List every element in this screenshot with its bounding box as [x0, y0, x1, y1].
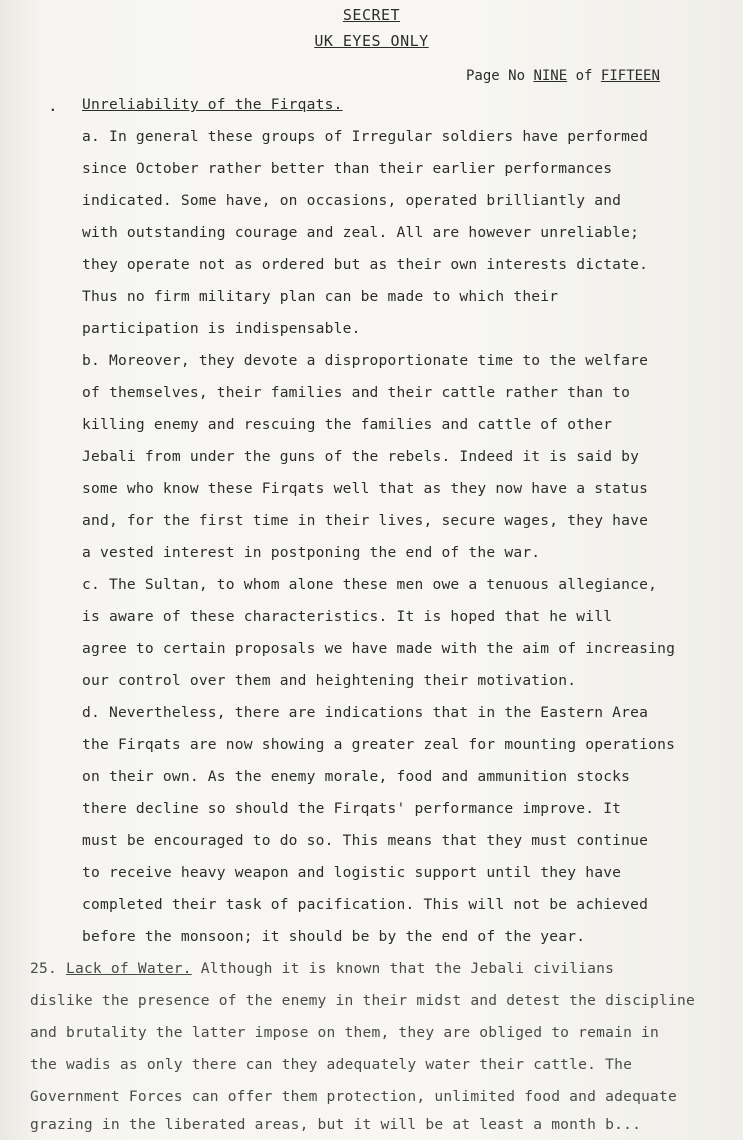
body-line: Thus no firm military plan can be made to which their: [82, 288, 559, 305]
section-title: [82, 96, 343, 113]
body-line: with outstanding courage and zeal. All are however unreliable;: [82, 224, 640, 241]
body-line: c. The Sultan, to whom alone these men owe a tenuous allegiance,: [82, 576, 658, 593]
section-25-number: 25.: [30, 960, 57, 977]
body-line: of themselves, their families and their cattle rather than to: [82, 384, 631, 401]
body-line: a vested interest in postponing the end of the war.: [82, 544, 541, 561]
page-of: of: [575, 68, 593, 84]
body-line: indicated. Some have, on occasions, operated brilliantly and: [82, 192, 622, 209]
section-number: .: [48, 96, 58, 115]
page-total: FIFTEEN: [600, 68, 660, 84]
body-line: Government Forces can offer them protection, unlimited food and adequate: [30, 1088, 678, 1105]
body-line: since October rather better than their earlier performances: [82, 160, 613, 177]
body-line: and, for the first time in their lives, secure wages, they have: [82, 512, 649, 529]
page-prefix: Page No: [466, 68, 526, 84]
section-25-title: Lack of Water.: [65, 960, 192, 977]
body-line: must be encouraged to do so. This means that they must continue: [82, 832, 649, 849]
section-25-first-line: Although it is known that the Jebali civilians: [200, 960, 615, 977]
body-line: on their own. As the enemy morale, food and ammunition stocks: [82, 768, 631, 785]
body-line: completed their task of pacification. This will not be achieved: [82, 896, 649, 913]
body-line: a. In general these groups of Irregular soldiers have performed: [82, 128, 649, 145]
body-line: to receive heavy weapon and logistic support until they have: [82, 864, 622, 881]
body-line: grazing in the liberated areas, but it will be at least a month b...: [30, 1116, 642, 1133]
body-line: before the monsoon; it should be by the end of the year.: [82, 928, 586, 945]
body-line: the wadis as only there can they adequately water their cattle. The: [30, 1056, 633, 1073]
body-line: participation is indispensable.: [82, 320, 361, 337]
section-25-heading: [30, 960, 614, 977]
body-line: agree to certain proposals we have made with the aim of increasing: [82, 640, 676, 657]
classification-marking: SECRET: [342, 6, 401, 24]
body-line: there decline so should the Firqats' performance improve. It: [82, 800, 622, 817]
body-line: and brutality the latter impose on them, they are obliged to remain in: [30, 1024, 660, 1041]
body-line: d. Nevertheless, there are indications that in the Eastern Area: [82, 704, 649, 721]
body-line: they operate not as ordered but as their own interests dictate.: [82, 256, 649, 273]
caveat-marking: UK EYES ONLY: [314, 32, 429, 50]
body-line: b. Moreover, they devote a disproportionate time to the welfare: [82, 352, 649, 369]
page-number: [466, 68, 660, 84]
body-line: the Firqats are now showing a greater zeal for mounting operations: [82, 736, 676, 753]
page-current: NINE: [533, 68, 568, 84]
body-line: dislike the presence of the enemy in their midst and detest the discipline: [30, 992, 695, 1009]
body-line: killing enemy and rescuing the families and cattle of other: [82, 416, 613, 433]
section-title-text: Unreliability of the Firqats.: [82, 96, 343, 113]
body-line: is aware of these characteristics. It is hoped that he will: [82, 608, 613, 625]
body-line: our control over them and heightening their motivation.: [82, 672, 577, 689]
body-line: some who know these Firqats well that as they now have a status: [82, 480, 649, 497]
body-line: Jebali from under the guns of the rebels. Indeed it is said by: [82, 448, 640, 465]
